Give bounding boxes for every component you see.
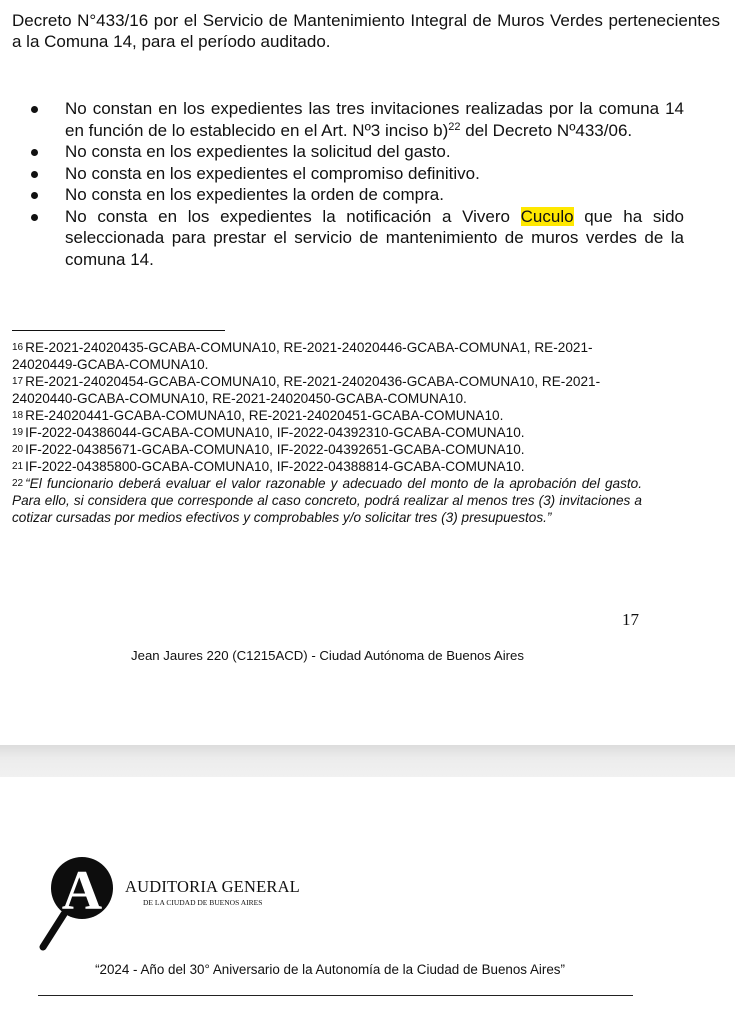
- finding-item: No consta en los expedientes la orden de compra.: [24, 184, 684, 206]
- page-separator: [0, 745, 735, 777]
- footnote-separator: [12, 330, 225, 331]
- highlighted-text: Cuculo: [520, 206, 574, 226]
- intro-paragraph: Decreto N°433/16 por el Servicio de Mantenimiento Integral de Muros Verdes pertenecientes a la Comuna 14, para el período auditado.: [12, 11, 720, 51]
- footnote: 16 RE-2021-24020435-GCABA-COMUNA10, RE-2021-24020446-GCABA-COMUNA1, RE-2021-24020449-GCABA-COMUNA10.: [12, 340, 593, 372]
- logo-letter: A: [61, 860, 103, 922]
- footnote: 22 “El funcionario deberá evaluar el valor razonable y adecuado del monto de la aprobación del gasto. Para ello, si considera que corresponde al caso concreto, podrá realizar al menos tres (3) invitaciones a cotizar cursadas por medios efectivos y comprobables y/o solicitar tres (3) presupuestos.”: [12, 476, 642, 525]
- finding-item: No consta en los expedientes el compromiso definitivo.: [24, 163, 684, 185]
- finding-item: No consta en los expedientes la notificación a Vivero Cuculo que ha sido seleccionada para prestar el servicio de mantenimiento de muros verdes de la comuna 14.: [24, 206, 684, 271]
- page-number: 17: [622, 610, 639, 629]
- footnote: 18 RE-24020441-GCABA-COMUNA10, RE-2021-24020451-GCABA-COMUNA10.: [12, 408, 504, 423]
- org-name: AUDITORIA GENERAL: [125, 877, 300, 896]
- finding-item: No consta en los expedientes la solicitud del gasto.: [24, 141, 684, 163]
- findings-list: [24, 98, 684, 270]
- footnote: 21 IF-2022-04385800-GCABA-COMUNA10, IF-2022-04388814-GCABA-COMUNA10.: [12, 459, 525, 474]
- audit-logo-icon: [38, 854, 130, 954]
- footnote: 19 IF-2022-04386044-GCABA-COMUNA10, IF-2022-04392310-GCABA-COMUNA10.: [12, 425, 525, 440]
- footnote-ref[interactable]: 22: [448, 120, 461, 133]
- org-subtitle: DE LA CIUDAD DE BUENOS AIRES: [143, 898, 263, 907]
- footnote: 17 RE-2021-24020454-GCABA-COMUNA10, RE-2021-24020436-GCABA-COMUNA10, RE-2021-24020440-GCABA-COMUNA10, RE-2021-24020450-GCABA-COMUNA10.: [12, 374, 601, 406]
- finding-item: No constan en los expedientes las tres invitaciones realizadas por la comuna 14 en función de lo establecido en el Art. Nº3 inciso b)$^{22}$ del Decreto Nº433/06.: [24, 98, 684, 141]
- anniversary-line: “2024 - Año del 30° Aniversario de la Autonomía de la Ciudad de Buenos Aires”: [95, 962, 565, 977]
- header-rule: [38, 995, 633, 996]
- footnote: 20 IF-2022-04385671-GCABA-COMUNA10, IF-2022-04392651-GCABA-COMUNA10.: [12, 442, 525, 457]
- footnotes: [12, 339, 642, 526]
- footer-address: Jean Jaures 220 (C1215ACD) - Ciudad Autónoma de Buenos Aires: [131, 648, 524, 663]
